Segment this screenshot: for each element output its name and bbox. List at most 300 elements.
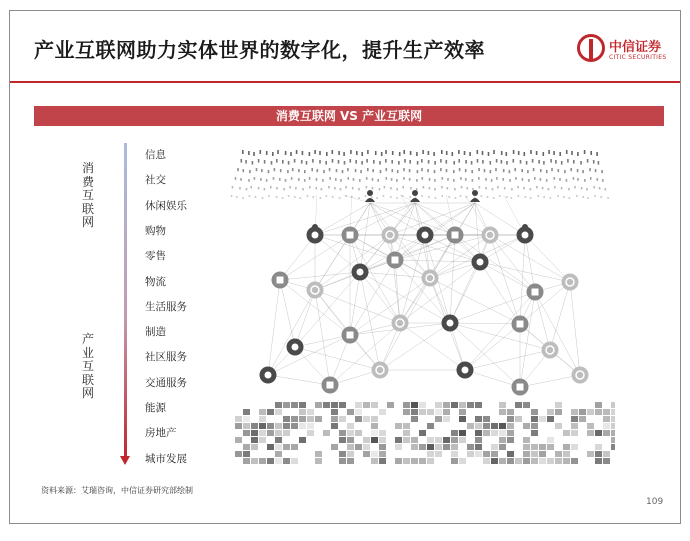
- binary-texture-mark: [571, 151, 573, 155]
- person-icon: [410, 198, 420, 202]
- binary-texture-mark: [266, 151, 268, 155]
- binary-texture-mark: [449, 196, 451, 198]
- binary-texture-mark: [478, 177, 480, 180]
- sector-item: 物流: [145, 275, 166, 288]
- node-icon: [572, 367, 589, 384]
- pixel-texture-block: [491, 430, 498, 436]
- pixel-texture-block: [243, 444, 250, 450]
- pixel-texture-block: [435, 416, 442, 422]
- binary-texture-mark: [506, 161, 508, 165]
- binary-texture-mark: [358, 197, 360, 199]
- binary-texture-mark: [597, 178, 599, 181]
- binary-texture-mark: [366, 177, 368, 180]
- pixel-texture-block: [355, 430, 362, 436]
- binary-texture-mark: [598, 161, 600, 165]
- binary-texture-mark: [255, 196, 257, 198]
- pixel-texture-block: [307, 430, 314, 436]
- arrow-down-icon: [120, 456, 130, 465]
- pixel-texture-block: [475, 430, 482, 436]
- binary-texture-mark: [316, 187, 318, 189]
- binary-texture-mark: [285, 151, 287, 155]
- binary-texture-mark: [577, 178, 579, 181]
- binary-texture-mark: [336, 169, 338, 172]
- binary-texture-mark: [593, 160, 595, 164]
- pixel-texture-block: [523, 402, 530, 408]
- binary-texture-mark: [404, 159, 406, 163]
- binary-texture-mark: [495, 168, 497, 171]
- pixel-texture-block: [483, 458, 490, 464]
- pixel-texture-block: [411, 444, 418, 450]
- network-link: [480, 262, 520, 324]
- pixel-texture-block: [267, 444, 274, 450]
- binary-texture-mark: [309, 177, 311, 180]
- binary-texture-mark: [232, 186, 234, 188]
- node-icon: [477, 259, 484, 266]
- binary-texture-mark: [561, 161, 563, 165]
- pixel-texture-block: [499, 458, 506, 464]
- pixel-texture-block: [515, 416, 522, 422]
- pixel-texture-block: [459, 402, 466, 408]
- binary-texture-mark: [352, 187, 354, 189]
- pixel-texture-block: [523, 423, 530, 429]
- pixel-texture-block: [587, 430, 594, 436]
- binary-texture-mark: [472, 188, 474, 190]
- binary-texture-mark: [521, 169, 523, 172]
- binary-texture-mark: [410, 151, 412, 155]
- binary-texture-mark: [506, 152, 508, 156]
- network-link: [395, 260, 400, 323]
- pixel-texture-block: [475, 416, 482, 422]
- pixel-texture-block: [579, 416, 586, 422]
- binary-texture-mark: [464, 151, 466, 155]
- pixel-texture-block: [603, 409, 610, 415]
- sector-item: 制造: [145, 326, 166, 339]
- binary-texture-mark: [386, 177, 388, 180]
- binary-texture-mark: [596, 152, 598, 156]
- binary-texture-mark: [242, 150, 244, 154]
- network-link: [455, 235, 535, 292]
- sector-item: 社交: [145, 174, 166, 187]
- pixel-texture-block: [299, 409, 306, 415]
- binary-texture-mark: [540, 178, 542, 181]
- binary-texture-mark: [493, 197, 495, 199]
- pixel-texture-block: [435, 402, 442, 408]
- network-link: [315, 235, 350, 290]
- binary-texture-mark: [403, 168, 405, 171]
- binary-texture-mark: [563, 196, 565, 198]
- pixel-texture-block: [507, 437, 514, 443]
- pixel-texture-block: [611, 423, 615, 429]
- pixel-texture-block: [403, 458, 410, 464]
- pixel-texture-block: [483, 416, 490, 422]
- binary-texture-mark: [501, 151, 503, 155]
- pixel-texture-block: [531, 458, 538, 464]
- binary-texture-mark: [576, 195, 578, 197]
- banner-heading: 消费互联网 VS 产业互联网: [34, 106, 664, 126]
- binary-texture-mark: [340, 188, 342, 190]
- binary-texture-mark: [538, 160, 540, 164]
- binary-texture-mark: [268, 170, 270, 173]
- binary-texture-mark: [253, 152, 255, 156]
- pixel-texture-block: [451, 402, 458, 408]
- pixel-texture-block: [283, 444, 290, 450]
- pixel-texture-block: [307, 423, 314, 429]
- binary-texture-mark: [499, 195, 501, 197]
- binary-texture-mark: [587, 159, 589, 163]
- binary-texture-mark: [276, 159, 278, 163]
- pixel-texture-block: [595, 430, 602, 436]
- pixel-texture-block: [459, 458, 466, 464]
- binary-texture-mark: [594, 195, 596, 197]
- node-icon: [462, 367, 469, 374]
- gradient-arrow-shaft: [124, 143, 127, 458]
- pixel-texture-block: [363, 437, 370, 443]
- pixel-texture-block: [323, 402, 330, 408]
- pixel-texture-block: [371, 430, 378, 436]
- pixel-texture-block: [251, 437, 258, 443]
- binary-texture-mark: [317, 169, 319, 172]
- binary-texture-mark: [564, 170, 566, 173]
- pixel-texture-block: [363, 416, 370, 422]
- binary-texture-mark: [392, 151, 394, 155]
- binary-texture-mark: [465, 178, 467, 181]
- binary-texture-mark: [429, 178, 431, 181]
- binary-texture-mark: [280, 169, 282, 172]
- binary-texture-mark: [595, 169, 597, 172]
- binary-texture-mark: [557, 195, 559, 197]
- pixel-texture-block: [571, 444, 578, 450]
- binary-texture-mark: [511, 188, 513, 190]
- node-icon: [517, 321, 524, 328]
- pixel-texture-block: [403, 402, 410, 408]
- binary-texture-mark: [566, 150, 568, 154]
- binary-texture-mark: [453, 170, 455, 173]
- node-icon: [312, 232, 319, 239]
- binary-texture-mark: [509, 170, 511, 173]
- pixel-texture-block: [443, 444, 450, 450]
- pixel-texture-block: [419, 430, 426, 436]
- sector-item: 零售: [145, 250, 166, 263]
- pixel-texture-block: [595, 451, 602, 457]
- binary-texture-mark: [272, 152, 274, 156]
- pixel-texture-block: [467, 444, 474, 450]
- binary-texture-mark: [503, 169, 505, 172]
- binary-texture-mark: [416, 152, 418, 156]
- binary-texture-mark: [277, 150, 279, 154]
- binary-texture-mark: [398, 161, 400, 165]
- binary-texture-mark: [323, 170, 325, 173]
- pixel-texture-block: [595, 402, 602, 408]
- sector-item: 购物: [145, 224, 166, 237]
- binary-texture-mark: [326, 152, 328, 156]
- pixel-texture-block: [411, 458, 418, 464]
- binary-texture-mark: [559, 152, 561, 156]
- network-link: [350, 278, 430, 335]
- pixel-texture-block: [395, 423, 402, 429]
- pixel-texture-block: [315, 402, 322, 408]
- node-icon: [542, 342, 559, 359]
- pixel-texture-block: [363, 451, 370, 457]
- binary-texture-mark: [490, 170, 492, 173]
- pixel-texture-block: [379, 451, 386, 457]
- pixel-texture-block: [499, 423, 506, 429]
- binary-texture-mark: [607, 197, 609, 199]
- binary-texture-mark: [513, 150, 515, 154]
- binary-texture-mark: [329, 177, 331, 180]
- pixel-texture-block: [315, 451, 322, 457]
- binary-texture-mark: [459, 168, 461, 171]
- binary-texture-mark: [440, 168, 442, 171]
- pixel-texture-block: [267, 409, 274, 415]
- binary-texture-mark: [428, 196, 430, 198]
- binary-texture-mark: [485, 178, 487, 181]
- pixel-texture-block: [459, 437, 466, 443]
- binary-texture-mark: [356, 151, 358, 155]
- binary-texture-mark: [554, 186, 556, 188]
- binary-texture-mark: [377, 179, 379, 182]
- pixel-texture-block: [595, 444, 602, 450]
- pixel-texture-block: [443, 402, 450, 408]
- sector-item: 社区服务: [145, 351, 187, 364]
- binary-texture-mark: [360, 170, 362, 173]
- node-icon: [307, 282, 324, 299]
- sector-item: 城市发展: [145, 452, 187, 465]
- pixel-texture-block: [347, 451, 354, 457]
- binary-texture-mark: [249, 195, 251, 197]
- binary-texture-mark: [600, 196, 602, 198]
- binary-texture-mark: [477, 159, 479, 163]
- pixel-texture-block: [419, 409, 426, 415]
- binary-texture-mark: [276, 196, 278, 198]
- binary-texture-mark: [403, 177, 405, 180]
- binary-texture-mark: [568, 188, 570, 190]
- binary-texture-mark: [416, 179, 418, 182]
- pixel-texture-block: [499, 437, 506, 443]
- binary-texture-mark: [442, 177, 444, 180]
- pixel-texture-block: [555, 451, 562, 457]
- pixel-texture-block: [499, 444, 506, 450]
- logo-cn-text: 中信证券: [609, 40, 662, 55]
- binary-texture-mark: [250, 186, 252, 188]
- pixel-texture-block: [515, 458, 522, 464]
- pixel-texture-block: [363, 402, 370, 408]
- binary-texture-mark: [590, 151, 592, 155]
- pixel-texture-block: [427, 444, 434, 450]
- pixel-texture-block: [339, 458, 346, 464]
- binary-texture-mark: [553, 151, 555, 155]
- binary-texture-mark: [434, 179, 436, 182]
- binary-texture-mark: [530, 150, 532, 154]
- pixel-texture-block: [475, 423, 482, 429]
- binary-texture-mark: [294, 159, 296, 163]
- binary-texture-mark: [344, 161, 346, 165]
- pixel-texture-block: [267, 423, 274, 429]
- binary-texture-mark: [381, 152, 383, 156]
- pixel-texture-block: [339, 451, 346, 457]
- pixel-texture-block: [571, 423, 578, 429]
- pixel-texture-block: [427, 458, 434, 464]
- binary-texture-mark: [506, 196, 508, 198]
- binary-texture-mark: [584, 179, 586, 182]
- binary-texture-mark: [276, 187, 278, 189]
- network-link: [450, 235, 490, 323]
- binary-texture-mark: [372, 178, 374, 181]
- pixel-texture-block: [419, 402, 426, 408]
- binary-texture-mark: [427, 169, 429, 172]
- pixel-texture-block: [547, 437, 554, 443]
- sector-item: 休闲娱乐: [145, 199, 187, 212]
- binary-texture-mark: [524, 152, 526, 156]
- binary-texture-mark: [312, 159, 314, 163]
- binary-texture-mark: [322, 179, 324, 182]
- binary-texture-mark: [332, 159, 334, 163]
- binary-texture-mark: [375, 151, 377, 155]
- binary-texture-mark: [482, 160, 484, 164]
- binary-texture-mark: [237, 168, 239, 171]
- binary-texture-mark: [270, 186, 272, 188]
- binary-texture-mark: [391, 160, 393, 164]
- binary-texture-mark: [574, 186, 576, 188]
- pixel-texture-block: [563, 458, 570, 464]
- pixel-texture-block: [571, 416, 578, 422]
- pixel-texture-block: [251, 444, 258, 450]
- binary-texture-mark: [496, 177, 498, 180]
- pixel-texture-block: [451, 430, 458, 436]
- pixel-texture-block: [347, 409, 354, 415]
- binary-texture-mark: [569, 197, 571, 199]
- node-icon: [562, 274, 579, 291]
- binary-texture-mark: [421, 195, 423, 197]
- binary-texture-mark: [295, 187, 297, 189]
- pixel-texture-block: [243, 451, 250, 457]
- pixel-texture-block: [467, 402, 474, 408]
- pixel-texture-block: [587, 423, 594, 429]
- pixel-texture-block: [603, 416, 610, 422]
- pixel-texture-block: [563, 430, 570, 436]
- pixel-texture-block: [539, 416, 546, 422]
- binary-texture-mark: [501, 160, 503, 164]
- pixel-texture-block: [379, 430, 386, 436]
- network-link: [315, 290, 330, 385]
- pixel-texture-block: [427, 423, 434, 429]
- binary-texture-mark: [458, 159, 460, 163]
- binary-texture-mark: [339, 197, 341, 199]
- binary-texture-mark: [478, 168, 480, 171]
- node-icon: [292, 344, 299, 351]
- pixel-texture-block: [291, 402, 298, 408]
- binary-texture-mark: [518, 151, 520, 155]
- binary-texture-mark: [523, 187, 525, 189]
- pixel-texture-block: [547, 409, 554, 415]
- pixel-texture-block: [307, 409, 314, 415]
- network-link: [450, 323, 520, 324]
- binary-texture-mark: [497, 186, 499, 188]
- node-icon: [517, 384, 524, 391]
- binary-texture-mark: [467, 187, 469, 189]
- pixel-texture-block: [571, 430, 578, 436]
- binary-texture-mark: [434, 188, 436, 190]
- binary-texture-mark: [254, 177, 256, 180]
- pixel-texture-block: [379, 409, 386, 415]
- pixel-texture-block: [563, 451, 570, 457]
- citic-logo-icon: [577, 34, 605, 62]
- pixel-texture-block: [611, 444, 615, 450]
- binary-texture-mark: [248, 179, 250, 182]
- binary-texture-mark: [409, 160, 411, 164]
- network-link: [520, 235, 525, 324]
- binary-texture-mark: [601, 170, 603, 173]
- binary-texture-mark: [484, 169, 486, 172]
- binary-texture-mark: [390, 196, 392, 198]
- pixel-texture-block: [443, 416, 450, 422]
- binary-texture-mark: [231, 195, 233, 197]
- slide-title: 产业互联网助力实体世界的数字化，提升生产效率: [34, 38, 485, 62]
- pixel-texture-block: [331, 409, 338, 415]
- pixel-texture-block: [243, 416, 250, 422]
- pixel-texture-block: [419, 444, 426, 450]
- pixel-texture-block: [411, 416, 418, 422]
- network-link: [400, 262, 480, 323]
- binary-texture-mark: [453, 161, 455, 165]
- binary-texture-mark: [518, 195, 520, 197]
- pixel-texture-block: [411, 402, 418, 408]
- network-link: [280, 272, 360, 280]
- pixel-texture-block: [331, 402, 338, 408]
- pixel-texture-block: [587, 451, 594, 457]
- pixel-texture-block: [587, 409, 594, 415]
- pixel-texture-block: [499, 409, 506, 415]
- binary-texture-mark: [551, 168, 553, 171]
- pixel-texture-block: [283, 458, 290, 464]
- binary-texture-mark: [355, 169, 357, 172]
- binary-texture-mark: [469, 152, 471, 156]
- pixel-texture-block: [611, 430, 615, 436]
- network-link: [465, 370, 520, 387]
- pixel-texture-block: [443, 437, 450, 443]
- binary-texture-mark: [396, 197, 398, 199]
- node-icon: [422, 232, 429, 239]
- pixel-texture-block: [315, 416, 322, 422]
- binary-texture-mark: [515, 177, 517, 180]
- pixel-texture-block: [491, 423, 498, 429]
- binary-texture-mark: [256, 168, 258, 171]
- binary-texture-mark: [589, 168, 591, 171]
- binary-texture-mark: [566, 179, 568, 182]
- network-link: [268, 290, 315, 375]
- pixel-texture-block: [499, 430, 506, 436]
- pixel-texture-block: [355, 409, 362, 415]
- binary-texture-mark: [264, 160, 266, 164]
- binary-texture-mark: [453, 179, 455, 182]
- binary-texture-mark: [573, 177, 575, 180]
- binary-texture-mark: [285, 179, 287, 182]
- pixel-texture-block: [611, 437, 615, 443]
- pixel-texture-block: [275, 437, 282, 443]
- binary-texture-mark: [321, 188, 323, 190]
- pixel-texture-block: [523, 458, 530, 464]
- pixel-texture-block: [347, 437, 354, 443]
- pixel-texture-block: [259, 458, 266, 464]
- binary-texture-mark: [391, 178, 393, 181]
- binary-texture-mark: [477, 150, 479, 154]
- pixel-texture-block: [403, 409, 410, 415]
- pixel-texture-block: [435, 437, 442, 443]
- network-link: [490, 235, 535, 292]
- pixel-texture-block: [555, 409, 562, 415]
- binary-texture-mark: [446, 169, 448, 172]
- node-icon: [452, 232, 459, 239]
- pixel-texture-block: [371, 423, 378, 429]
